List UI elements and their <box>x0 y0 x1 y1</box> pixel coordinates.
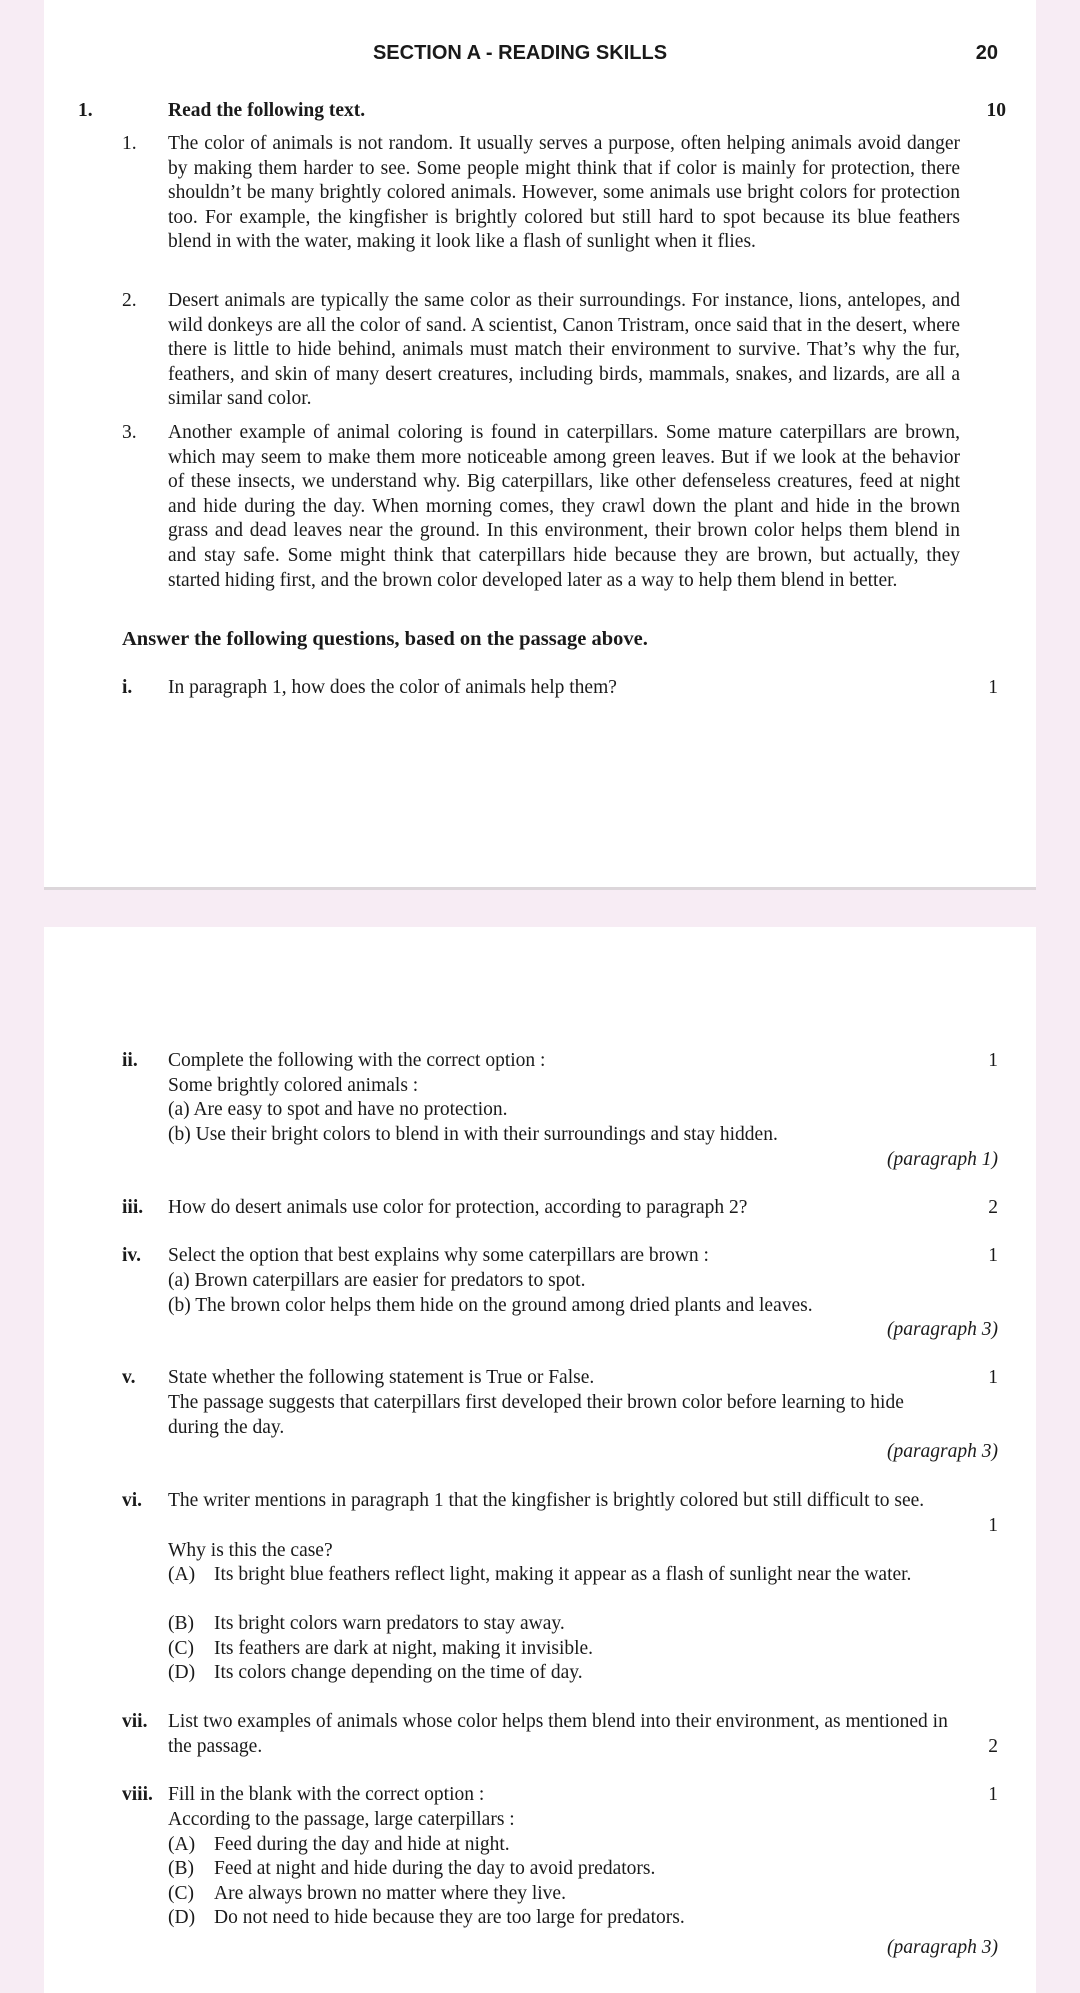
q-viii-text: Fill in the blank with the correct option : <box>168 1784 485 1805</box>
option-text: Its bright colors warn predators to stay away. <box>214 1613 565 1634</box>
option-text: Are always brown no matter where they live. <box>214 1883 566 1904</box>
q-v-number: v. <box>122 1367 136 1388</box>
option-label: (B) <box>168 1613 194 1634</box>
q-vi-option-a <box>168 1563 958 1588</box>
q-vii-text: List two examples of animals whose color helps them blend into their environment, as mentioned in the passage. <box>168 1711 948 1757</box>
q-vi-option-d <box>168 1661 958 1686</box>
option-label: (C) <box>168 1883 194 1904</box>
passage-para-3-number: 3. <box>122 422 137 443</box>
q-iii-text: How do desert animals use color for protection, according to paragraph 2? <box>168 1197 748 1218</box>
q-ii-stem: Some brightly colored animals : <box>168 1075 419 1096</box>
q-vi-text: The writer mentions in paragraph 1 that the kingfisher is brightly colored but still difficult to see. <box>168 1490 925 1511</box>
option-label: (B) <box>168 1858 194 1879</box>
q-viii-option-c <box>168 1882 958 1907</box>
passage-para-1: The color of animals is not random. It usually serves a purpose, often helping animals avoid danger by making them harder to see. Some people might think that if color is mainly for protection, there shouldn’t be many brightly colored animals. However, some animals use bright colors for protection too. For example, the kingfisher is brightly colored but still hard to spot because its blue feathers blend in with the water, making it look like a flash of sunlight when it flies. <box>168 133 960 253</box>
q-vi-option-c <box>168 1637 958 1662</box>
q-i-number: i. <box>122 677 133 698</box>
q-iii-number: iii. <box>122 1197 144 1218</box>
q-vi-marks: 1 <box>988 1515 998 1536</box>
q-v-marks: 1 <box>988 1367 998 1388</box>
q-v-text: State whether the following statement is True or False. <box>168 1367 595 1388</box>
section-marks: 20 <box>975 42 998 64</box>
option-text: Feed during the day and hide at night. <box>214 1834 510 1855</box>
option-label: (D) <box>168 1662 196 1683</box>
q-iv-marks: 1 <box>988 1245 998 1266</box>
option-label: (C) <box>168 1638 194 1659</box>
q-ii-marks: 1 <box>988 1050 998 1071</box>
q-viii-option-a <box>168 1833 958 1858</box>
q-ii-option-a: (a) Are easy to spot and have no protection. <box>168 1099 508 1120</box>
option-text: Its colors change depending on the time of day. <box>214 1662 583 1683</box>
q-viii-option-b <box>168 1857 958 1882</box>
passage-para-2-number: 2. <box>122 290 137 311</box>
question-1-marks: 10 <box>986 100 1006 121</box>
q-viii-marks: 1 <box>988 1784 998 1805</box>
passage-para-1-number: 1. <box>122 133 137 154</box>
instruction: Answer the following questions, based on the passage above. <box>122 628 648 650</box>
option-label: (A) <box>168 1834 196 1855</box>
option-label: (A) <box>168 1564 196 1585</box>
q-iv-option-b: (b) The brown color helps them hide on the ground among dried plants and leaves. <box>168 1295 813 1316</box>
q-i-text: In paragraph 1, how does the color of animals help them? <box>168 677 617 698</box>
q-iv-option-a: (a) Brown caterpillars are easier for predators to spot. <box>168 1270 586 1291</box>
q-v-reference: (paragraph 3) <box>886 1441 998 1462</box>
q-ii-reference: (paragraph 1) <box>886 1149 998 1170</box>
q-vii-number: vii. <box>122 1711 148 1732</box>
q-iv-number: iv. <box>122 1245 141 1266</box>
q-viii-option-d <box>168 1906 958 1931</box>
q-vi-stem: Why is this the case? <box>168 1540 333 1561</box>
q-i-marks: 1 <box>988 677 998 698</box>
q-viii-stem: According to the passage, large caterpillars : <box>168 1809 515 1830</box>
passage-para-2: Desert animals are typically the same color as their surroundings. For instance, lions, antelopes, and wild donkeys are all the color of sand. A scientist, Canon Tristram, once said that in the desert, where there is little to hide behind, animals must match their environment to survive. That’s why the fur, feathers, and skin of many desert creatures, including birds, mammals, snakes, and lizards, are all a similar sand color. <box>168 290 960 410</box>
q-vii-marks: 2 <box>988 1736 998 1757</box>
q-viii-reference: (paragraph 3) <box>886 1937 998 1958</box>
q-iii-marks: 2 <box>988 1197 998 1218</box>
q-ii-text: Complete the following with the correct option : <box>168 1050 546 1071</box>
option-text: Its feathers are dark at night, making it invisible. <box>214 1638 594 1659</box>
q-vi-number: vi. <box>122 1490 143 1511</box>
q-ii-number: ii. <box>122 1050 138 1071</box>
option-label: (D) <box>168 1907 196 1928</box>
question-1-number: 1. <box>78 100 93 121</box>
section-title: SECTION A - READING SKILLS <box>372 42 668 64</box>
q-iv-reference: (paragraph 3) <box>886 1319 998 1340</box>
q-v-statement: The passage suggests that caterpillars first developed their brown color before learning to hide during the day. <box>168 1392 904 1438</box>
option-text: Its bright blue feathers reflect light, making it appear as a flash of sunlight near the water. <box>214 1564 912 1585</box>
option-text: Feed at night and hide during the day to avoid predators. <box>214 1858 656 1879</box>
q-vi-option-b <box>168 1612 958 1637</box>
q-ii-option-b: (b) Use their bright colors to blend in with their surroundings and stay hidden. <box>168 1124 778 1145</box>
option-text: Do not need to hide because they are too large for predators. <box>214 1907 685 1928</box>
q-iv-text: Select the option that best explains why some caterpillars are brown : <box>168 1245 709 1266</box>
q-viii-number: viii. <box>122 1784 153 1805</box>
question-1-title: Read the following text. <box>168 100 366 121</box>
passage-para-3: Another example of animal coloring is found in caterpillars. Some mature caterpillars are brown, which may seem to make them more noticeable among green leaves. But if we look at the behavior of these insects, we understand why. Big caterpillars, like other defenseless creatures, feed at night and hide during the day. When morning comes, they crawl down the plant and hide in the brown grass and dead leaves near the ground. In this environment, their brown color helps them blend in and stay safe. Some might think that caterpillars hide because they are brown, but actually, they started hiding first, and the brown color developed later as a way to help them blend in better. <box>168 422 960 591</box>
